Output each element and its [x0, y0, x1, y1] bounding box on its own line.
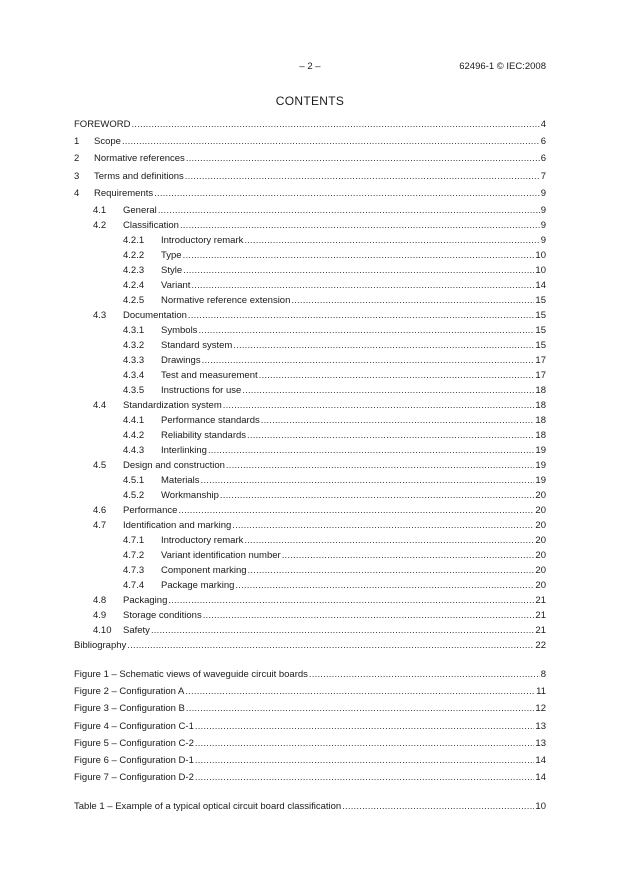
table-entry[interactable] — [74, 800, 546, 813]
toc-label: Performance standards — [161, 414, 260, 426]
toc-number: 3 — [74, 171, 80, 182]
toc-number: 4.4.3 — [123, 444, 145, 456]
toc-number: 4.4.1 — [123, 414, 145, 426]
figure-label: Figure 6 – Configuration D-1 — [74, 755, 194, 766]
toc-entry[interactable] — [93, 459, 546, 472]
toc-page: 19 — [535, 474, 546, 486]
figure-page: 12 — [535, 703, 546, 715]
toc-number: 4.3.2 — [123, 339, 145, 351]
toc-number: 4.5.1 — [123, 474, 145, 486]
toc-page: 9 — [540, 234, 546, 246]
toc-label: Variant identification number — [161, 549, 281, 561]
toc-entry[interactable] — [123, 354, 546, 367]
toc-label: Performance — [123, 504, 178, 516]
toc-page: 15 — [535, 294, 546, 306]
toc-page: 19 — [535, 459, 546, 471]
toc-label: Normative reference extension — [161, 294, 291, 306]
toc-page: 17 — [535, 354, 546, 366]
toc-number: 4.7 — [93, 519, 107, 531]
figure-entry[interactable] — [74, 720, 546, 733]
toc-page: 7 — [540, 171, 546, 182]
toc-number: 2 — [74, 153, 80, 164]
toc-number: 4.4 — [93, 399, 107, 411]
toc-entry[interactable] — [93, 309, 546, 322]
toc-entry[interactable] — [123, 474, 546, 487]
toc-label: Normative references — [94, 153, 185, 164]
dot-leader — [178, 504, 534, 517]
toc-page: 21 — [535, 594, 546, 606]
toc-page: 4 — [540, 119, 546, 130]
table-label: Table 1 – Example of a typical optical circuit board classification — [74, 801, 342, 812]
toc-entry[interactable] — [93, 204, 546, 217]
toc-number: 4.2 — [93, 219, 107, 231]
toc-page: 20 — [535, 549, 546, 561]
dot-leader — [244, 234, 539, 247]
toc-label: Symbols — [161, 324, 198, 336]
toc-number: 4.7.3 — [123, 564, 145, 576]
dot-leader — [195, 720, 535, 733]
toc-number: 4.2.1 — [123, 234, 145, 246]
toc-entry[interactable] — [123, 339, 546, 352]
toc-number: 4 — [74, 188, 80, 199]
toc-label: Reliability standards — [161, 429, 247, 441]
dot-leader — [154, 187, 540, 200]
toc-entry[interactable] — [123, 564, 546, 577]
toc-number: 4.3.3 — [123, 354, 145, 366]
dot-leader — [195, 754, 535, 767]
dot-leader — [185, 170, 540, 183]
dot-leader — [183, 264, 534, 277]
toc-number: 4.3.4 — [123, 369, 145, 381]
toc-page: 20 — [535, 489, 546, 501]
figure-label: Figure 2 – Configuration A — [74, 686, 185, 698]
toc-entry[interactable] — [123, 249, 546, 262]
toc-page: 20 — [535, 534, 546, 546]
toc-entry[interactable] — [123, 549, 546, 562]
toc-label: Storage conditions — [123, 609, 202, 621]
toc-page: 18 — [535, 429, 546, 441]
toc-label: Terms and definitions — [94, 171, 184, 182]
toc-entry[interactable] — [74, 135, 546, 148]
dot-leader — [203, 609, 535, 622]
dot-leader — [185, 685, 535, 698]
toc-number: 4.3.5 — [123, 384, 145, 396]
toc-page: 14 — [535, 279, 546, 291]
dot-leader — [261, 414, 535, 427]
dot-leader — [342, 800, 534, 813]
figure-entry[interactable] — [74, 685, 546, 698]
toc-number: 4.7.1 — [123, 534, 145, 546]
toc-entry[interactable] — [123, 324, 546, 337]
figure-page: 14 — [535, 755, 546, 766]
toc-entry[interactable] — [123, 279, 546, 292]
dot-leader — [208, 444, 534, 457]
toc-number: 4.5.2 — [123, 489, 145, 501]
dot-leader — [226, 459, 535, 472]
toc-label: Bibliography — [74, 640, 127, 651]
dot-leader — [122, 135, 540, 148]
dot-leader — [244, 534, 534, 547]
toc-label: Instructions for use — [161, 384, 242, 396]
dot-leader — [248, 564, 535, 577]
toc-entry[interactable] — [123, 489, 546, 502]
figure-label: Figure 4 – Configuration C-1 — [74, 720, 194, 732]
toc-page: 21 — [535, 609, 546, 621]
toc-entry[interactable] — [123, 414, 546, 427]
toc-label: Design and construction — [123, 459, 225, 471]
figure-label: Figure 5 – Configuration C-2 — [74, 737, 194, 749]
toc-label: Standardization system — [123, 399, 222, 411]
dot-leader — [291, 294, 534, 307]
toc-entry[interactable] — [74, 639, 546, 652]
toc-number: 4.2.3 — [123, 264, 145, 276]
toc-entry[interactable] — [93, 219, 546, 232]
toc-page: 9 — [540, 219, 546, 231]
toc-entry[interactable] — [123, 264, 546, 277]
dot-leader — [223, 399, 535, 412]
table-page: 10 — [535, 801, 546, 812]
toc-label: Drawings — [161, 354, 201, 366]
dot-leader — [233, 339, 534, 352]
toc-entry[interactable] — [93, 624, 546, 637]
toc-number: 4.8 — [93, 594, 107, 606]
dot-leader — [195, 737, 535, 750]
dot-leader — [191, 279, 534, 292]
toc-label: Type — [161, 249, 182, 261]
toc-label: Style — [161, 264, 183, 276]
toc-page: 22 — [535, 640, 546, 651]
toc-number: 4.2.2 — [123, 249, 145, 261]
toc-number: 4.9 — [93, 609, 107, 621]
dot-leader — [242, 384, 534, 397]
toc-entry[interactable] — [123, 429, 546, 442]
toc-label: Variant — [161, 279, 191, 291]
figure-entry[interactable] — [74, 702, 546, 715]
toc-label: Standard system — [161, 339, 233, 351]
figure-label: Figure 1 – Schematic views of waveguide circuit boards — [74, 669, 308, 680]
toc-label: General — [123, 204, 157, 216]
toc-label: Packaging — [123, 594, 168, 606]
dot-leader — [202, 354, 535, 367]
toc-number: 4.7.4 — [123, 579, 145, 591]
dot-leader — [198, 324, 534, 337]
dot-leader — [188, 309, 535, 322]
toc-label: Introductory remark — [161, 534, 244, 546]
dot-leader — [220, 489, 535, 502]
toc-number: 4.4.2 — [123, 429, 145, 441]
figure-page: 8 — [540, 669, 546, 680]
contents-title: CONTENTS — [275, 94, 345, 108]
toc-page: 15 — [535, 324, 546, 336]
toc-label: Requirements — [94, 188, 154, 199]
toc-page: 19 — [535, 444, 546, 456]
toc-number: 4.3.1 — [123, 324, 145, 336]
dot-leader — [131, 118, 539, 131]
dot-leader — [183, 249, 535, 262]
toc-page: 15 — [535, 339, 546, 351]
dot-leader — [151, 624, 534, 637]
dot-leader — [186, 702, 535, 715]
figure-page: 13 — [535, 737, 546, 749]
toc-label: Scope — [94, 136, 121, 147]
figure-page: 13 — [535, 720, 546, 732]
dot-leader — [168, 594, 534, 607]
figure-page: 11 — [536, 686, 546, 698]
toc-label: Component marking — [161, 564, 247, 576]
toc-page: 6 — [540, 136, 546, 147]
dot-leader — [127, 639, 534, 652]
toc-entry[interactable] — [123, 294, 546, 307]
toc-number: 4.1 — [93, 204, 107, 216]
dot-leader — [247, 429, 534, 442]
toc-page: 18 — [535, 384, 546, 396]
toc-entry[interactable] — [93, 399, 546, 412]
dot-leader — [158, 204, 540, 217]
toc-label: Classification — [123, 219, 179, 231]
figure-label: Figure 3 – Configuration B — [74, 703, 185, 715]
toc-page: 9 — [540, 188, 546, 199]
toc-label: Identification and marking — [123, 519, 232, 531]
toc-entry[interactable] — [74, 170, 546, 183]
dot-leader — [259, 369, 535, 382]
toc-entry[interactable] — [123, 384, 546, 397]
page-number: – 2 – — [299, 61, 321, 72]
toc-entry[interactable] — [74, 152, 546, 165]
toc-label: Package marking — [161, 579, 235, 591]
toc-number: 4.2.4 — [123, 279, 145, 291]
toc-number: 4.10 — [93, 624, 112, 636]
toc-page: 20 — [535, 564, 546, 576]
figure-entry[interactable] — [74, 754, 546, 767]
toc-page: 10 — [535, 249, 546, 261]
toc-number: 4.3 — [93, 309, 107, 321]
toc-entry[interactable] — [93, 594, 546, 607]
dot-leader — [232, 519, 534, 532]
toc-page: 9 — [540, 204, 546, 216]
toc-page: 10 — [535, 264, 546, 276]
toc-entry[interactable] — [123, 534, 546, 547]
toc-entry[interactable] — [123, 444, 546, 457]
toc-label: Introductory remark — [161, 234, 244, 246]
toc-label: Documentation — [123, 309, 187, 321]
toc-page: 20 — [535, 519, 546, 531]
toc-number: 4.5 — [93, 459, 107, 471]
dot-leader — [309, 668, 540, 681]
toc-entry[interactable] — [93, 609, 546, 622]
dot-leader — [186, 152, 540, 165]
toc-page: 18 — [535, 399, 546, 411]
toc-page: 17 — [535, 369, 546, 381]
toc-entry[interactable] — [93, 504, 546, 517]
dot-leader — [201, 474, 535, 487]
toc-label: Safety — [123, 624, 150, 636]
figure-entry[interactable] — [74, 771, 546, 784]
dot-leader — [195, 771, 535, 784]
figure-entry[interactable] — [74, 737, 546, 750]
toc-entry[interactable] — [74, 187, 546, 200]
toc-page: 6 — [540, 153, 546, 164]
toc-page: 20 — [535, 504, 546, 516]
toc-entry[interactable] — [123, 369, 546, 382]
toc-page: 21 — [535, 624, 546, 636]
figure-entry[interactable] — [74, 668, 546, 681]
dot-leader — [180, 219, 540, 232]
toc-label: Workmanship — [161, 489, 219, 501]
toc-page: 15 — [535, 309, 546, 321]
toc-label: Test and measurement — [161, 369, 258, 381]
toc-entry[interactable] — [93, 519, 546, 532]
toc-entry[interactable] — [123, 579, 546, 592]
dot-leader — [282, 549, 535, 562]
toc-page: 18 — [535, 414, 546, 426]
toc-entry[interactable] — [123, 234, 546, 247]
toc-label: Materials — [161, 474, 200, 486]
toc-number: 1 — [74, 136, 80, 147]
toc-entry[interactable] — [74, 118, 546, 131]
toc-label: FOREWORD — [74, 119, 131, 130]
dot-leader — [235, 579, 534, 592]
figure-page: 14 — [535, 772, 546, 784]
toc-label: Interlinking — [161, 444, 207, 456]
document-id: 62496-1 © IEC:2008 — [459, 61, 546, 72]
toc-number: 4.2.5 — [123, 294, 145, 306]
toc-page: 20 — [535, 579, 546, 591]
toc-number: 4.6 — [93, 504, 107, 516]
toc-number: 4.7.2 — [123, 549, 145, 561]
figure-label: Figure 7 – Configuration D-2 — [74, 772, 194, 784]
